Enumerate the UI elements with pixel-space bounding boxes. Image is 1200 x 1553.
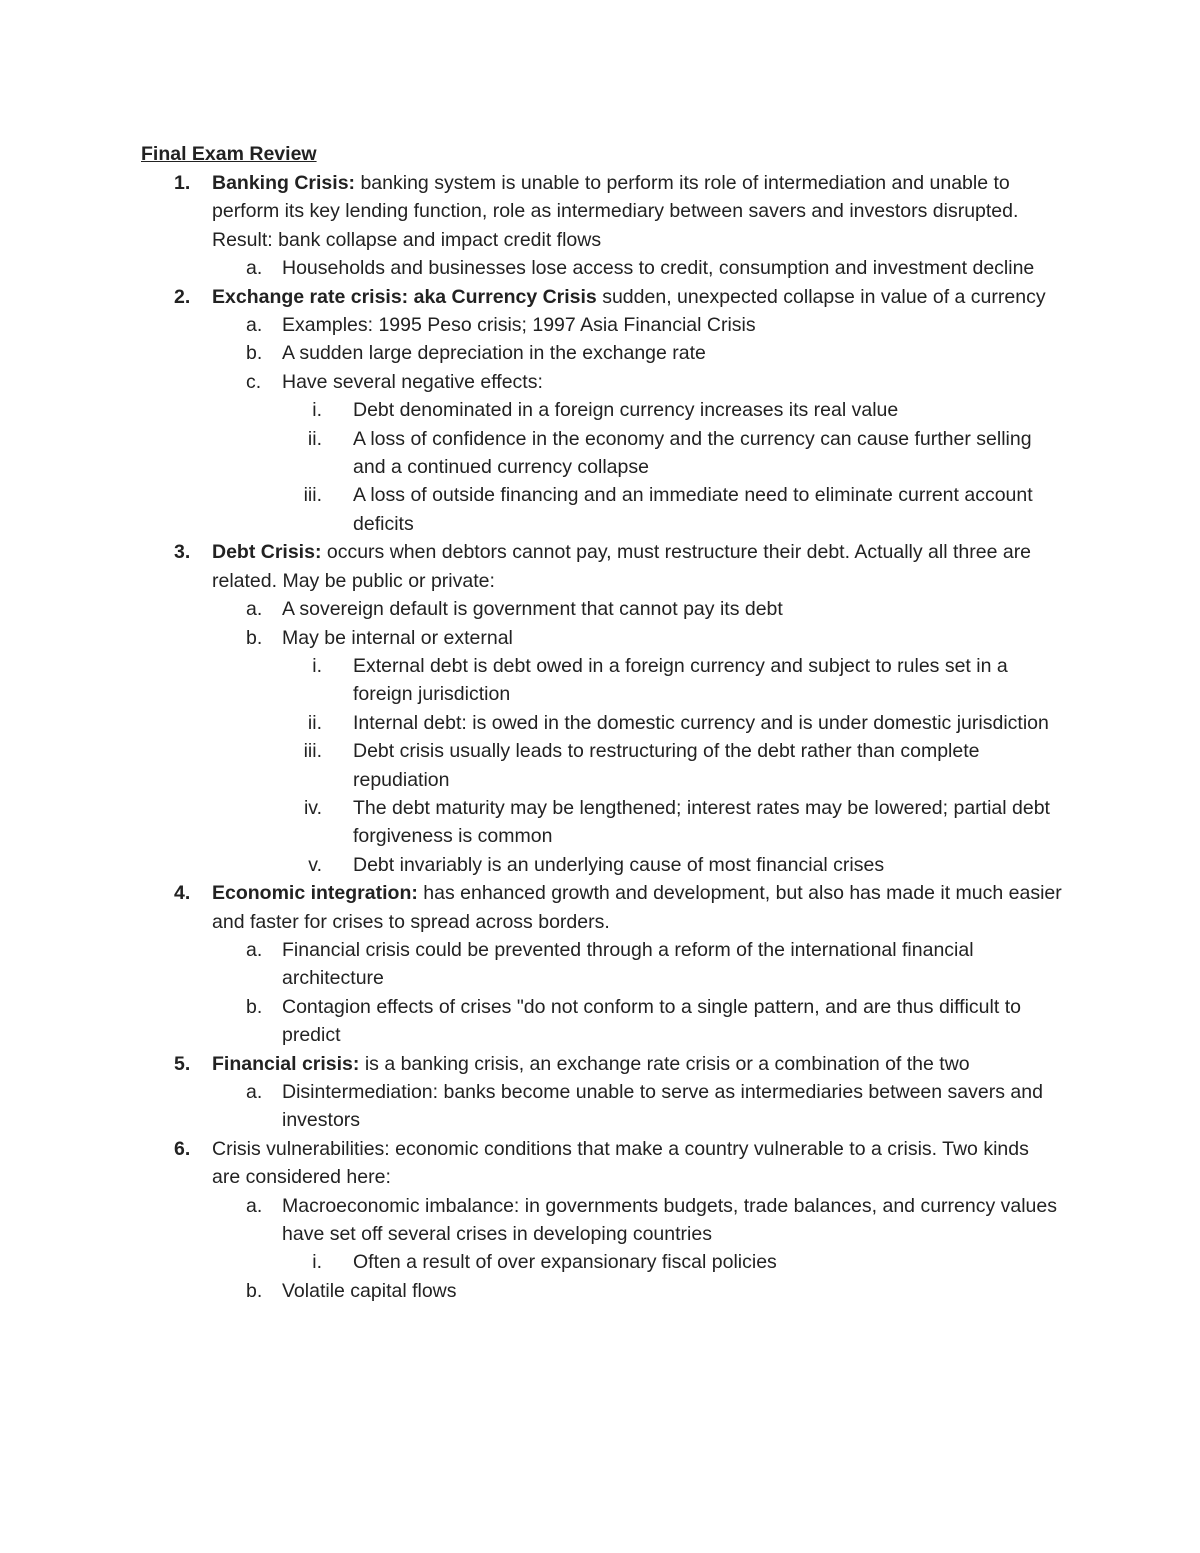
- list-marker: i.: [312, 1251, 322, 1274]
- sub-item: [0, 339, 1062, 367]
- item-text: Debt denominated in a foreign currency increases its real value: [353, 399, 899, 422]
- sub-item: [0, 595, 1062, 623]
- list-marker: c.: [246, 370, 262, 393]
- item-text: Often a result of over expansionary fiscal policies: [353, 1251, 777, 1274]
- item-text: A sudden large depreciation in the exchange rate: [282, 342, 706, 365]
- term: Exchange rate crisis: aka Currency Crisis: [212, 285, 597, 308]
- item-text: Crisis vulnerabilities: economic conditions that make a country vulnerable to a crisis. Two kinds are considered here:: [212, 1137, 1029, 1189]
- list-item: [0, 169, 1062, 254]
- outline-list: [0, 169, 1200, 1305]
- list-marker: a.: [246, 598, 263, 621]
- item-text: Examples: 1995 Peso crisis; 1997 Asia Financial Crisis: [282, 314, 756, 337]
- item-text: Households and businesses lose access to credit, consumption and investment decline: [282, 257, 1035, 280]
- list-marker: iii.: [303, 484, 322, 507]
- item-text: Have several negative effects:: [282, 370, 543, 393]
- list-marker: 2.: [174, 285, 191, 308]
- item-text: is a banking crisis, an exchange rate crisis or a combination of the two: [359, 1052, 970, 1075]
- sub-item: [0, 1192, 1062, 1249]
- sub-item: [0, 1277, 1062, 1305]
- sub-item: [0, 936, 1062, 993]
- list-marker: b.: [246, 342, 263, 365]
- sub-sub-item: [0, 652, 1053, 709]
- sub-item: [0, 311, 1062, 339]
- list-marker: a.: [246, 1194, 263, 1217]
- item-text: Debt crisis usually leads to restructuring of the debt rather than complete repudiation: [353, 740, 980, 791]
- item-text: Debt invariably is an underlying cause of most financial crises: [353, 853, 885, 876]
- sub-sub-item: [0, 851, 1053, 879]
- item-text: Volatile capital flows: [282, 1279, 457, 1302]
- sub-sub-item: [0, 425, 1053, 482]
- list-marker: a.: [246, 1081, 263, 1103]
- sub-sub-item: [0, 709, 1053, 737]
- item-text: A loss of outside financing and an immediate need to eliminate current account deficits: [353, 484, 1033, 535]
- sub-sub-item: [0, 1248, 1053, 1276]
- list-marker: iii.: [303, 740, 322, 763]
- list-marker: b.: [246, 995, 263, 1018]
- list-item: [0, 1050, 1062, 1078]
- item-text: May be internal or external: [282, 626, 513, 649]
- list-marker: i.: [312, 654, 322, 677]
- item-text: has enhanced growth and development, but also has made it much easier and faster for crises to spread across borders.: [212, 882, 1062, 933]
- list-marker: ii.: [307, 427, 322, 450]
- sub-item: [0, 993, 1062, 1050]
- list-marker: a.: [246, 938, 263, 961]
- list-marker: ii.: [307, 711, 322, 734]
- item-text: Financial crisis could be prevented through a reform of the international financial architecture: [282, 938, 974, 990]
- list-marker: 5.: [174, 1052, 191, 1075]
- list-marker: 1.: [174, 172, 191, 194]
- sub-sub-item: [0, 481, 1053, 538]
- list-marker: 6.: [174, 1137, 191, 1160]
- item-text: banking system is unable to perform its role of intermediation and unable to perform its key lending function, role as intermediary between savers and investors disrupted. Result: bank collapse and impact credit flows: [212, 172, 1019, 251]
- list-item: [0, 1135, 1062, 1192]
- list-marker: b.: [246, 1279, 263, 1302]
- item-text: occurs when debtors cannot pay, must restructure their debt. Actually all three are related. May be public or private:: [212, 541, 1032, 592]
- item-text: Macroeconomic imbalance: in governments budgets, trade balances, and currency values have set off several crises in developing countries: [282, 1194, 1058, 1246]
- term: Economic integration:: [212, 882, 418, 905]
- item-text: Internal debt: is owed in the domestic currency and is under domestic jurisdiction: [353, 711, 1049, 734]
- list-marker: i.: [312, 399, 322, 422]
- sub-sub-item: [0, 794, 1053, 851]
- list-marker: 4.: [174, 882, 191, 905]
- item-text: Contagion effects of crises "do not conform to a single pattern, and are thus difficult to predict: [282, 995, 1021, 1047]
- item-text: A sovereign default is government that cannot pay its debt: [282, 598, 783, 621]
- sub-sub-item: [0, 396, 1053, 424]
- list-item: [0, 538, 1062, 595]
- list-marker: b.: [246, 626, 263, 649]
- list-marker: a.: [246, 314, 263, 337]
- sub-item: [0, 368, 1062, 396]
- item-text: sudden, unexpected collapse in value of a currency: [596, 285, 1046, 308]
- list-item: [0, 283, 1062, 311]
- item-text: Disintermediation: banks become unable to serve as intermediaries between savers and investors: [282, 1081, 1043, 1132]
- list-marker: 3.: [174, 541, 191, 564]
- sub-sub-item: [0, 737, 1053, 794]
- list-marker: v.: [308, 853, 322, 876]
- item-text: A loss of confidence in the economy and the currency can cause further selling and a continued currency collapse: [353, 427, 1032, 479]
- list-item: [0, 879, 1062, 936]
- term: Financial crisis:: [212, 1052, 360, 1075]
- list-marker: a.: [246, 257, 263, 280]
- page-title: Final Exam Review: [141, 143, 317, 165]
- item-text: External debt is debt owed in a foreign currency and subject to rules set in a foreign jurisdiction: [353, 654, 1008, 706]
- list-marker: iv.: [303, 796, 322, 819]
- term: Debt Crisis:: [212, 541, 322, 564]
- term: Banking Crisis:: [212, 172, 356, 194]
- sub-item: [0, 624, 1062, 652]
- sub-item: [0, 254, 1062, 282]
- item-text: The debt maturity may be lengthened; interest rates may be lowered; partial debt forgiveness is common: [353, 796, 1050, 848]
- sub-item: [0, 1078, 1062, 1135]
